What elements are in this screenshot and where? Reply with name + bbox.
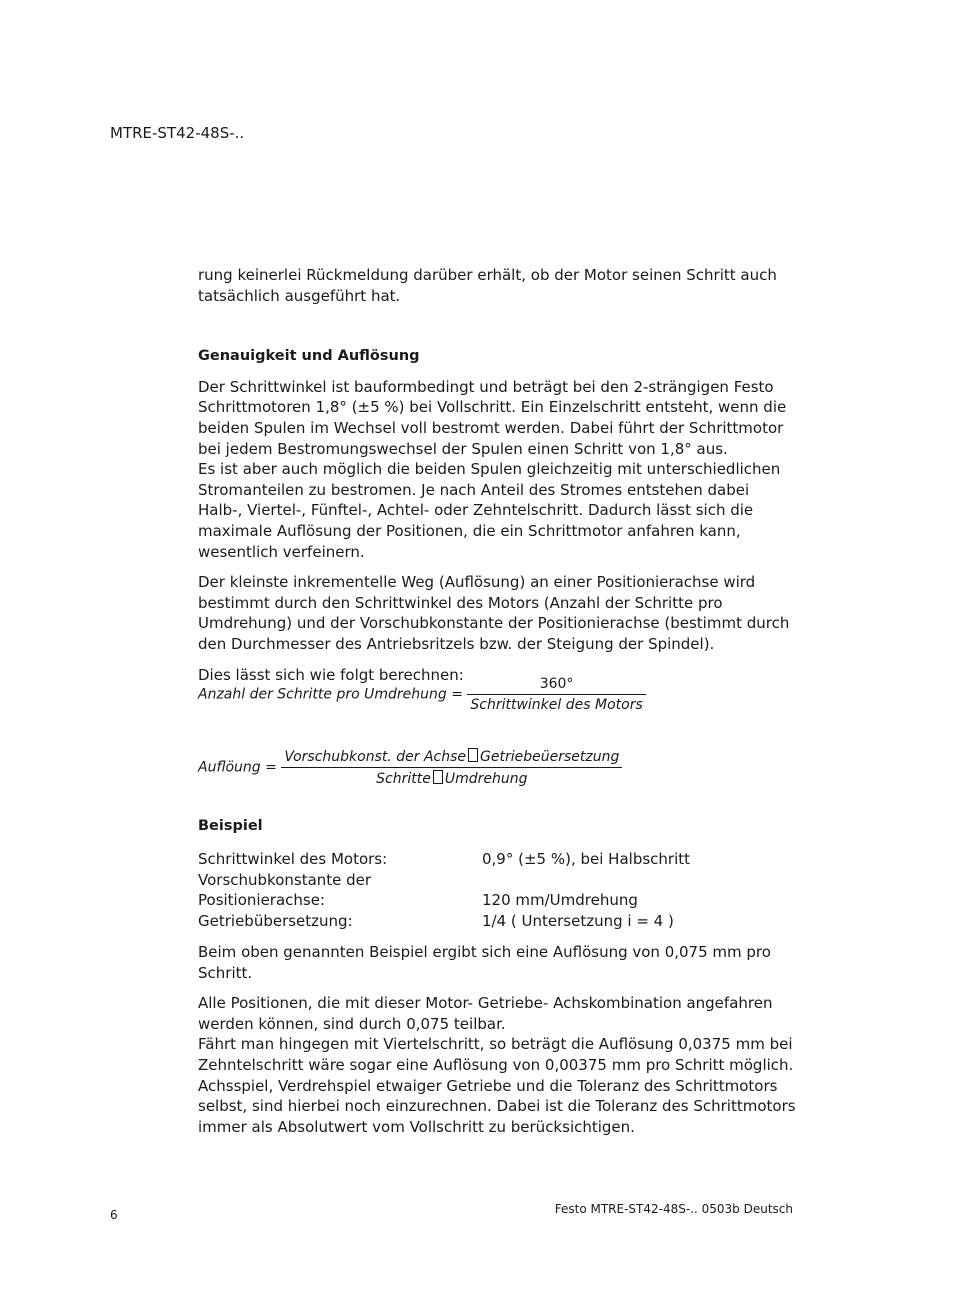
formula2-numerator <box>281 748 622 768</box>
paragraph-viertelschritt: Fährt man hingegen mit Viertelschritt, so beträgt die Auflösung 0,0375 mm bei Zehntelschritt wäre sogar eine Auflösung von 0,00375 mm pro Schritt möglich. <box>198 1035 794 1074</box>
formula2-denominator-a: Schritte <box>376 771 431 787</box>
formula1-numerator: 360° <box>467 676 645 695</box>
paragraph-positions: Alle Positionen, die mit dieser Motor- Getriebe- Achskombination angefahren werden können, sind durch 0,075 teilbar. <box>198 994 773 1033</box>
example-key: Positionierachse: <box>198 891 326 910</box>
paragraph-achsspiel: Achsspiel, Verdrehspiel etwaiger Getriebe und die Toleranz des Schrittmotors selbst, sind hierbei noch einzurechnen. Dabei ist die Toleranz des Schrittmotors immer als Absolutwert vom Vollschritt zu berücksichtigen. <box>198 1076 796 1136</box>
paragraph-berechnen: Dies lässt sich wie folgt berechnen: <box>198 665 464 684</box>
body-text-upper <box>198 265 798 685</box>
example-row <box>198 911 798 932</box>
example-row <box>198 890 798 911</box>
footer-doc-ref: Festo MTRE-ST42-48S-.. 0503b Deutsch <box>554 1202 793 1216</box>
formula2-numerator-b: Getriebeüersetzung <box>480 749 620 765</box>
paragraph-schrittwinkel: Der Schrittwinkel ist bauformbedingt und beträgt bei den 2-strängigen Festo Schrittmotoren 1,8° (±5 %) bei Vollschritt. Ein Einzelschritt entsteht, wenn die beiden Spulen im Wechsel voll bestromt werden. Dabei führt der Schrittmotor bei jedem Bestromungswechsel der Spulen einen Schritt von 1,8° aus. <box>198 377 787 458</box>
missing-glyph-box <box>468 748 478 762</box>
formula1-fraction <box>467 676 645 713</box>
formula1-lhs: Anzahl der Schritte pro Umdrehung = <box>198 686 463 703</box>
formula2-fraction <box>281 748 622 787</box>
example-value: 120 mm/Umdrehung <box>482 891 638 910</box>
formula-resolution <box>198 748 622 787</box>
formula1-denominator: Schrittwinkel des Motors <box>470 697 643 713</box>
missing-glyph-box <box>433 770 443 784</box>
example-key: Vorschubkonstante der <box>198 870 372 889</box>
formula2-denominator <box>281 768 622 787</box>
formula2-numerator-a: Vorschubkonst. der Achse <box>284 749 467 765</box>
example-table <box>198 849 798 931</box>
formula-steps-per-revolution <box>198 676 646 713</box>
running-header: MTRE-ST42-48S-.. <box>110 124 245 142</box>
section-heading-genauigkeit: Genauigkeit und Auflösung <box>198 348 420 365</box>
formula2-lhs: Auflöung = <box>198 759 277 776</box>
paragraph-spulen: Es ist aber auch möglich die beiden Spulen gleichzeitig mit unterschiedlichen Stromanteilen zu bestromen. Je nach Anteil des Stromes entstehen dabei Halb-, Viertel-, Fünftel-, Achtel- oder Zehntelschritt. Dadurch lässt sich die maximale Auflösung der Positionen, die ein Schrittmotor anfahren kann, wesentlich verfeinern. <box>198 460 781 561</box>
section-heading-beispiel: Beispiel <box>198 818 263 834</box>
example-key: Schrittwinkel des Motors: <box>198 850 388 868</box>
intro-paragraph: rung keinerlei Rückmeldung darüber erhält, ob der Motor seinen Schritt auch tatsächlich ausgeführt hat. <box>198 266 777 305</box>
page-number: 6 <box>110 1208 118 1222</box>
example-value: 0,9° (±5 %), bei Halbschritt <box>482 850 691 868</box>
formula2-denominator-b: Umdrehung <box>444 771 528 787</box>
example-key: Getriebübersetzung: <box>198 911 353 930</box>
example-row <box>198 870 798 891</box>
example-value: 1/4 ( Untersetzung i = 4 ) <box>482 911 674 930</box>
example-row <box>198 849 798 870</box>
paragraph-example-result: Beim oben genannten Beispiel ergibt sich eine Auflösung von 0,075 mm pro Schritt. <box>198 943 771 982</box>
paragraph-aufloesung: Der kleinste inkrementelle Weg (Auflösung) an einer Positionierachse wird bestimmt durch den Schrittwinkel des Motors (Anzahl der Schritte pro Umdrehung) und der Vorschubkonstante der Positionierachse (bestimmt durch den Durchmesser des Antriebsritzels bzw. der Steigung der Spindel). <box>198 573 790 653</box>
body-text-lower <box>198 942 798 1137</box>
